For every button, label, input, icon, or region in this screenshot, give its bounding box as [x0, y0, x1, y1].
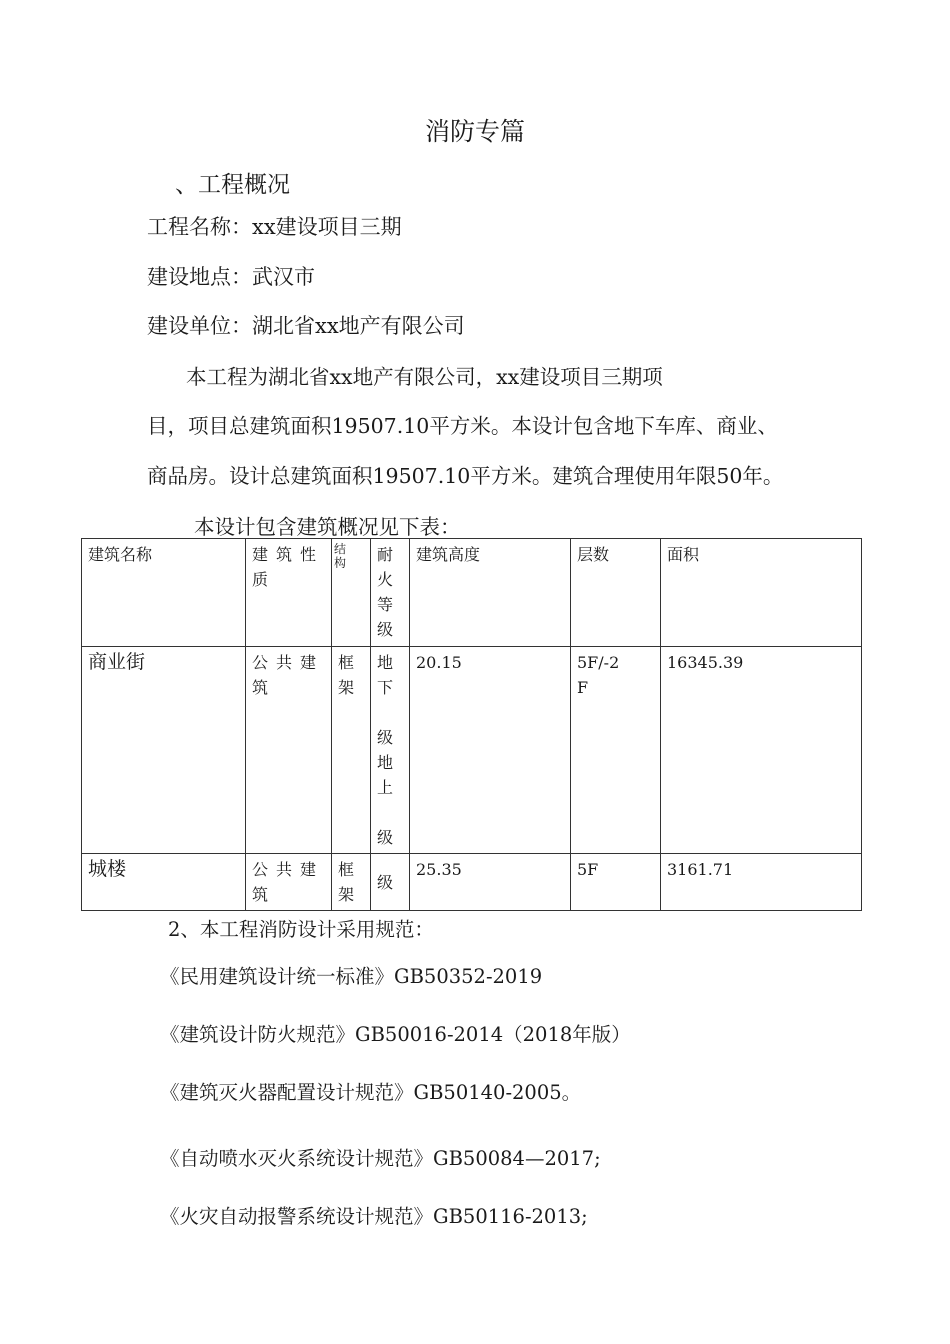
- standard-ref: 《民用建筑设计统一标准》GB50352-2019: [160, 965, 543, 988]
- cell-structure: 框架: [332, 647, 371, 854]
- document-title: 消防专篇: [424, 117, 525, 146]
- cell-area: 3161.71: [661, 854, 862, 911]
- header-cell: 建筑性质: [246, 539, 332, 647]
- paragraph-line-1: 本工程为湖北省xx地产有限公司，xx建设项目三期项: [186, 365, 663, 389]
- header-cell: 结构: [332, 539, 371, 647]
- header-cell: 建筑名称: [82, 539, 246, 647]
- cell-area: 16345.39: [661, 647, 862, 854]
- section-heading-overview: 、工程概况: [175, 172, 290, 198]
- standard-ref: 《建筑灭火器配置设计规范》GB50140-2005。: [160, 1081, 582, 1104]
- cell-floors: 5F/-2F: [571, 647, 661, 854]
- cell-fire-rating: 地下 级地上 级: [371, 647, 410, 854]
- header-cell: 耐火等级: [371, 539, 410, 647]
- cell-building-name: 商业街: [82, 647, 246, 854]
- info-label: 建设单位：: [147, 314, 252, 338]
- standard-ref: 《火灾自动报警系统设计规范》GB50116-2013;: [160, 1205, 588, 1228]
- paragraph-line-3: 商品房。设计总建筑面积19507.10平方米。建筑合理使用年限50年。: [147, 464, 784, 488]
- cell-building-name: 城楼: [82, 854, 246, 911]
- paragraph-line-2: 目，项目总建筑面积19507.10平方米。本设计包含地下车库、商业、: [147, 414, 778, 438]
- cell-height: 25.35: [410, 854, 571, 911]
- table-intro: 本设计包含建筑概况见下表：: [194, 515, 461, 539]
- info-project-name: [147, 211, 402, 241]
- building-overview-table: [81, 538, 862, 911]
- standard-ref: 《建筑设计防火规范》GB50016-2014（2018年版）: [160, 1023, 631, 1046]
- cell-floors: 5F: [571, 854, 661, 911]
- info-value: 武汉市: [252, 265, 315, 289]
- cell-fire-rating: 级: [371, 854, 410, 911]
- header-cell: 层数: [571, 539, 661, 647]
- cell-nature: 公共建筑: [246, 854, 332, 911]
- cell-nature: 公共建筑: [246, 647, 332, 854]
- standard-ref: 《自动喷水灭火系统设计规范》GB50084—2017;: [160, 1147, 601, 1170]
- table-row: [82, 647, 862, 854]
- info-owner: [147, 310, 465, 340]
- header-cell: 建筑高度: [410, 539, 571, 647]
- info-value: 湖北省xx地产有限公司: [252, 314, 465, 338]
- info-location: [147, 261, 315, 291]
- info-value: xx建设项目三期: [252, 215, 402, 239]
- cell-height: 20.15: [410, 647, 571, 854]
- cell-structure: 框架: [332, 854, 371, 911]
- table-row: [82, 854, 862, 911]
- section-heading-standards: 2、本工程消防设计采用规范：: [168, 918, 434, 941]
- header-cell: 面积: [661, 539, 862, 647]
- table-header-row: [82, 539, 862, 647]
- info-label: 工程名称：: [147, 215, 252, 239]
- info-label: 建设地点：: [147, 265, 252, 289]
